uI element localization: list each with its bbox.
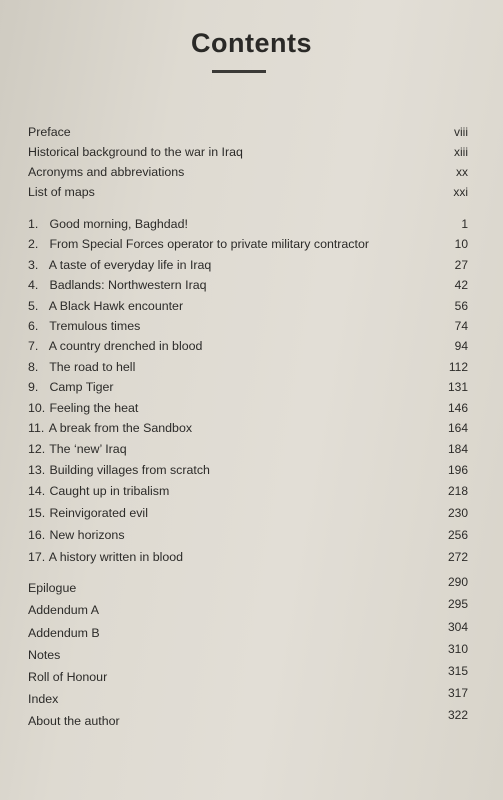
entry-page: 315 xyxy=(447,664,468,678)
entry-title: Notes xyxy=(28,648,61,662)
chapter-number: 12. xyxy=(28,442,46,456)
chapter-title: The road to hell xyxy=(49,360,136,374)
title-underline xyxy=(212,70,266,73)
toc-entry-roll-of-honour xyxy=(28,664,468,687)
chapter-title: Reinvigorated evil xyxy=(49,506,148,520)
entry-page: 317 xyxy=(447,686,468,700)
entry-page: 10 xyxy=(454,237,468,251)
toc-chapter xyxy=(28,547,468,567)
chapter-number: 17. xyxy=(28,550,46,564)
chapter-title: Good morning, Baghdad! xyxy=(49,217,188,231)
chapter-title: Feeling the heat xyxy=(49,401,139,415)
chapter-number: 2. xyxy=(28,237,39,251)
toc-chapter xyxy=(28,439,468,459)
entry-page: xxi xyxy=(453,185,468,199)
chapter-title: Badlands: Northwestern Iraq xyxy=(49,278,207,292)
toc-chapter xyxy=(28,336,468,356)
chapter-number: 8. xyxy=(28,360,39,374)
chapter-title: A Black Hawk encounter xyxy=(48,299,184,313)
entry-page: 146 xyxy=(447,401,468,415)
entry-page: 256 xyxy=(447,528,468,542)
chapter-number: 13. xyxy=(28,463,46,477)
toc-chapter xyxy=(28,398,468,418)
chapter-title: Tremulous times xyxy=(49,319,141,333)
entry-page: 218 xyxy=(447,484,468,498)
entry-title: Addendum A xyxy=(28,603,99,617)
entry-page: 196 xyxy=(447,463,468,477)
chapter-title: New horizons xyxy=(49,528,125,542)
entry-title: Epilogue xyxy=(28,581,77,595)
toc-chapter xyxy=(28,377,468,397)
toc-entry-addendum-a xyxy=(28,597,468,620)
chapter-number: 6. xyxy=(28,319,39,333)
entry-page: 310 xyxy=(447,642,468,656)
entry-title: Preface xyxy=(28,125,71,139)
toc-chapter xyxy=(28,503,468,523)
entry-page: 94 xyxy=(454,339,468,353)
toc-chapter xyxy=(28,214,468,234)
entry-page: 164 xyxy=(447,421,468,435)
entry-page: viii xyxy=(454,125,468,139)
toc-chapter xyxy=(28,481,468,501)
chapter-title: A country drenched in blood xyxy=(48,339,203,353)
chapter-number: 7. xyxy=(28,339,39,353)
chapter-title: A break from the Sandbox xyxy=(48,421,193,435)
entry-page: 1 xyxy=(461,217,468,231)
chapter-number: 1. xyxy=(28,217,39,231)
entry-title: About the author xyxy=(28,714,120,728)
entry-title: List of maps xyxy=(28,185,95,199)
chapter-number: 15. xyxy=(28,506,46,520)
toc-entry-epilogue xyxy=(28,575,468,598)
toc-chapter xyxy=(28,316,468,336)
entry-title: Historical background to the war in Iraq xyxy=(28,145,243,159)
toc-entry-preface xyxy=(28,122,468,142)
chapter-title: A history written in blood xyxy=(48,550,184,564)
toc-entry-about-the-author xyxy=(28,708,468,731)
toc-chapter xyxy=(28,275,468,295)
chapter-number: 14. xyxy=(28,484,46,498)
chapter-title: Building villages from scratch xyxy=(49,463,210,477)
chapter-title: Caught up in tribalism xyxy=(49,484,170,498)
entry-page: xiii xyxy=(454,145,468,159)
toc-entry-historical-background xyxy=(28,142,468,162)
entry-title: Acronyms and abbreviations xyxy=(28,165,185,179)
toc-entry-index xyxy=(28,686,468,709)
entry-page: 230 xyxy=(447,506,468,520)
chapter-number: 16. xyxy=(28,528,46,542)
entry-page: 131 xyxy=(447,380,468,394)
entry-page: xx xyxy=(456,165,468,179)
toc-chapter xyxy=(28,525,468,545)
chapter-number: 11. xyxy=(28,421,45,435)
chapter-title: The ‘new’ Iraq xyxy=(49,442,127,456)
chapter-title: Camp Tiger xyxy=(49,380,114,394)
entry-page: 290 xyxy=(447,575,468,589)
page-title: Contents xyxy=(191,28,312,58)
entry-page: 272 xyxy=(447,550,468,564)
toc-chapter xyxy=(28,460,468,480)
toc-chapter xyxy=(28,255,468,275)
toc-chapter xyxy=(28,418,468,438)
entry-page: 27 xyxy=(454,258,468,272)
toc-chapter xyxy=(28,296,468,316)
entry-page: 322 xyxy=(447,708,468,722)
chapter-number: 9. xyxy=(28,380,39,394)
entry-page: 74 xyxy=(454,319,468,333)
toc-entry-acronyms xyxy=(28,162,468,182)
toc-chapter xyxy=(28,357,468,377)
chapter-title: From Special Forces operator to private military contractor xyxy=(49,237,369,251)
toc-chapter xyxy=(28,234,468,254)
toc-entry-addendum-b xyxy=(28,620,468,643)
entry-title: Roll of Honour xyxy=(28,670,108,684)
entry-page: 295 xyxy=(447,597,468,611)
entry-page: 56 xyxy=(454,299,468,313)
entry-title: Index xyxy=(28,692,59,706)
chapter-number: 5. xyxy=(28,299,39,313)
entry-page: 304 xyxy=(447,620,468,634)
entry-page: 42 xyxy=(454,278,468,292)
entry-page: 184 xyxy=(447,442,468,456)
toc-entry-list-of-maps xyxy=(28,182,468,202)
chapter-title: A taste of everyday life in Iraq xyxy=(48,258,212,272)
chapter-number: 3. xyxy=(28,258,39,272)
entry-title: Addendum B xyxy=(28,626,100,640)
chapter-number: 10. xyxy=(28,401,46,415)
entry-page: 112 xyxy=(448,360,468,374)
toc-entry-notes xyxy=(28,642,468,665)
chapter-number: 4. xyxy=(28,278,39,292)
